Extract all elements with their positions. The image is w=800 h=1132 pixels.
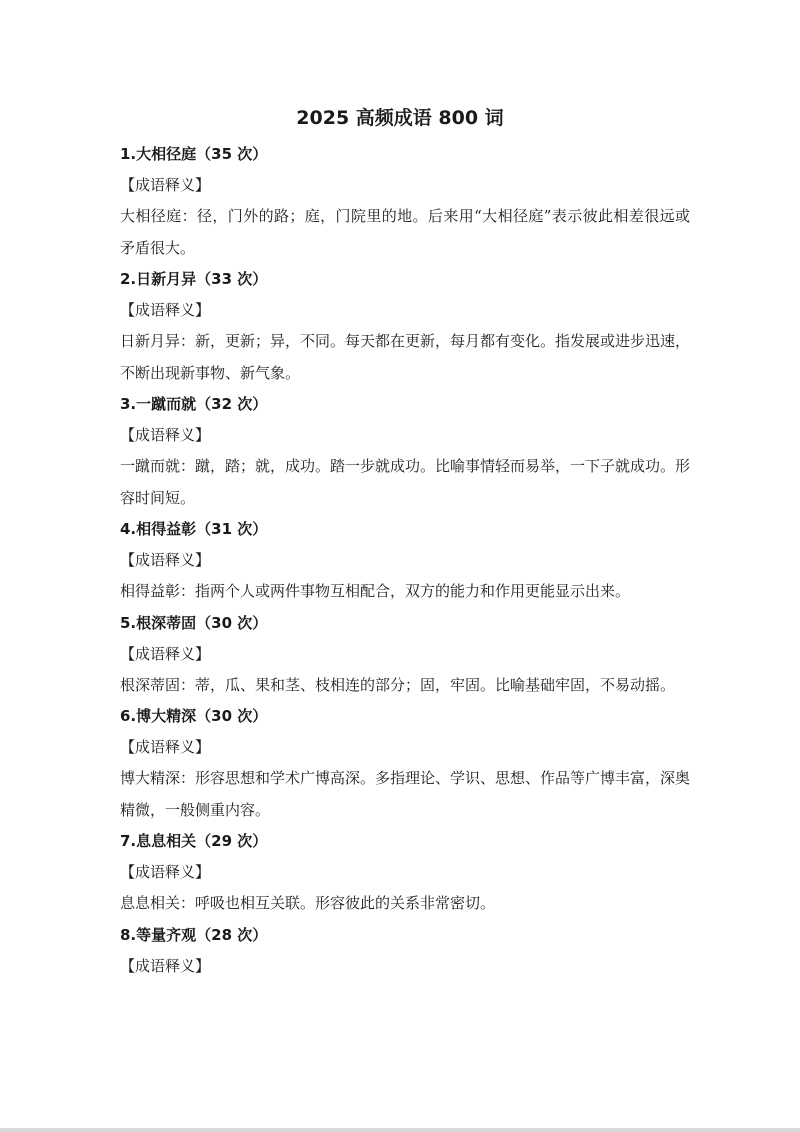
idiom-definition: 根深蒂固：蒂，瓜、果和茎、枝相连的部分；固，牢固。比喻基础牢固，不易动摇。 xyxy=(120,675,676,694)
idiom-entry xyxy=(120,920,704,982)
page-title: 2025 高频成语 800 词 xyxy=(296,107,504,129)
idiom-entry xyxy=(120,389,704,514)
definition-label: 【成语释义】 xyxy=(120,956,211,975)
page-bottom-border xyxy=(0,1128,800,1132)
definition-label: 【成语释义】 xyxy=(120,738,211,756)
idiom-definition: 息息相关：呼吸也相互关联。形容彼此的关系非常密切。 xyxy=(120,894,496,912)
idiom-entry xyxy=(120,608,704,702)
idiom-heading: 5.根深蒂固（30 次） xyxy=(120,613,268,632)
idiom-entry xyxy=(120,826,704,920)
definition-label: 【成语释义】 xyxy=(120,644,211,663)
idiom-heading: 2.日新月异（33 次） xyxy=(120,270,268,288)
idiom-list xyxy=(120,139,704,982)
idiom-heading: 3.一蹴而就（32 次） xyxy=(120,395,268,413)
definition-label: 【成语释义】 xyxy=(120,426,211,444)
idiom-entry xyxy=(120,264,704,389)
idiom-entry xyxy=(120,139,704,264)
idiom-entry xyxy=(120,701,704,826)
idiom-heading: 4.相得益彰（31 次） xyxy=(120,520,268,538)
idiom-heading: 7.息息相关（29 次） xyxy=(120,832,268,850)
idiom-definition: 日新月异：新，更新；异，不同。每天都在更新，每月都有变化。指发展或进步迅速，不断出现新事物、新气象。 xyxy=(120,332,691,382)
idiom-definition: 大相径庭：径，门外的路；庭，门院里的地。后来用“大相径庭”表示彼此相差很远或矛盾很大。 xyxy=(120,207,690,257)
definition-label: 【成语释义】 xyxy=(120,301,211,319)
idiom-definition: 相得益彰：指两个人或两件事物互相配合，双方的能力和作用更能显示出来。 xyxy=(120,582,631,600)
idiom-entry xyxy=(120,514,704,608)
definition-label: 【成语释义】 xyxy=(120,863,211,881)
idiom-definition: 博大精深：形容思想和学术广博高深。多指理论、学识、思想、作品等广博丰富，深奥精微，一般侧重内容。 xyxy=(120,769,691,819)
idiom-definition: 一蹴而就：蹴，踏；就，成功。踏一步就成功。比喻事情轻而易举，一下子就成功。形容时间短。 xyxy=(120,457,691,507)
definition-label: 【成语释义】 xyxy=(120,176,211,194)
idiom-heading: 6.博大精深（30 次） xyxy=(120,707,268,725)
definition-label: 【成语释义】 xyxy=(120,551,211,569)
idiom-heading: 8.等量齐观（28 次） xyxy=(120,925,268,944)
idiom-heading: 1.大相径庭（35 次） xyxy=(120,145,268,163)
